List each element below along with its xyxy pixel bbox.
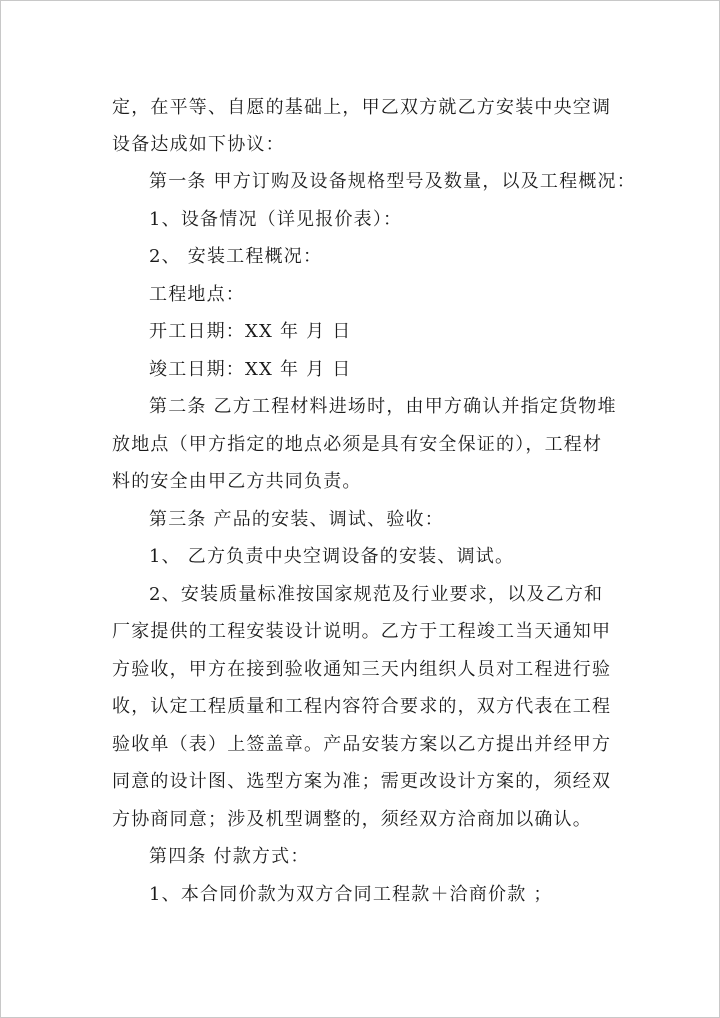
- text-line: 收，认定工程质量和工程内容符合要求的，双方代表在工程: [112, 696, 612, 717]
- text-line: 方协商同意；涉及机型调整的，须经双方洽商加以确认。: [112, 809, 592, 830]
- text-line: 1、设备情况（详见报价表）：: [149, 209, 403, 230]
- text-line: 料的安全由甲乙方共同负责。: [112, 471, 362, 492]
- article-heading: 第一条 甲方订购及设备规格型号及数量，以及工程概况：: [149, 171, 636, 192]
- text-line: 竣工日期：XX 年 月 日: [149, 359, 352, 380]
- text-line: 定，在平等、自愿的基础上，甲乙双方就乙方安装中央空调: [112, 97, 612, 118]
- text-line: 设备达成如下协议：: [112, 134, 285, 155]
- text-line: 1、本合同价款为双方合同工程款＋洽商价款 ；: [149, 884, 553, 905]
- article-heading: 第二条 乙方工程材料进场时，由甲方确认并指定货物堆: [149, 396, 617, 417]
- text-line: 同意的设计图、选型方案为准；需更改设计方案的，须经双: [112, 771, 612, 792]
- text-line: 验收单（表）上签盖章。产品安装方案以乙方提出并经甲方: [112, 734, 612, 755]
- text-line: 开工日期：XX 年 月 日: [149, 321, 352, 342]
- text-line: 放地点（甲方指定的地点必须是具有安全保证的），工程材: [112, 434, 603, 455]
- text-line: 厂家提供的工程安装设计说明。乙方于工程竣工当天通知甲: [112, 621, 612, 642]
- text-line: 2、安装质量标准按国家规范及行业要求，以及乙方和: [149, 584, 604, 605]
- text-line: 方验收，甲方在接到验收通知三天内组织人员对工程进行验: [112, 659, 612, 680]
- article-heading: 第四条 付款方式：: [149, 846, 310, 867]
- text-line: 1、 乙方负责中央空调设备的安装、调试。: [149, 546, 515, 567]
- text-line: 工程地点：: [149, 284, 245, 305]
- article-heading: 第三条 产品的安装、调试、验收：: [149, 509, 444, 530]
- text-line: 2、 安装工程概况：: [149, 246, 323, 267]
